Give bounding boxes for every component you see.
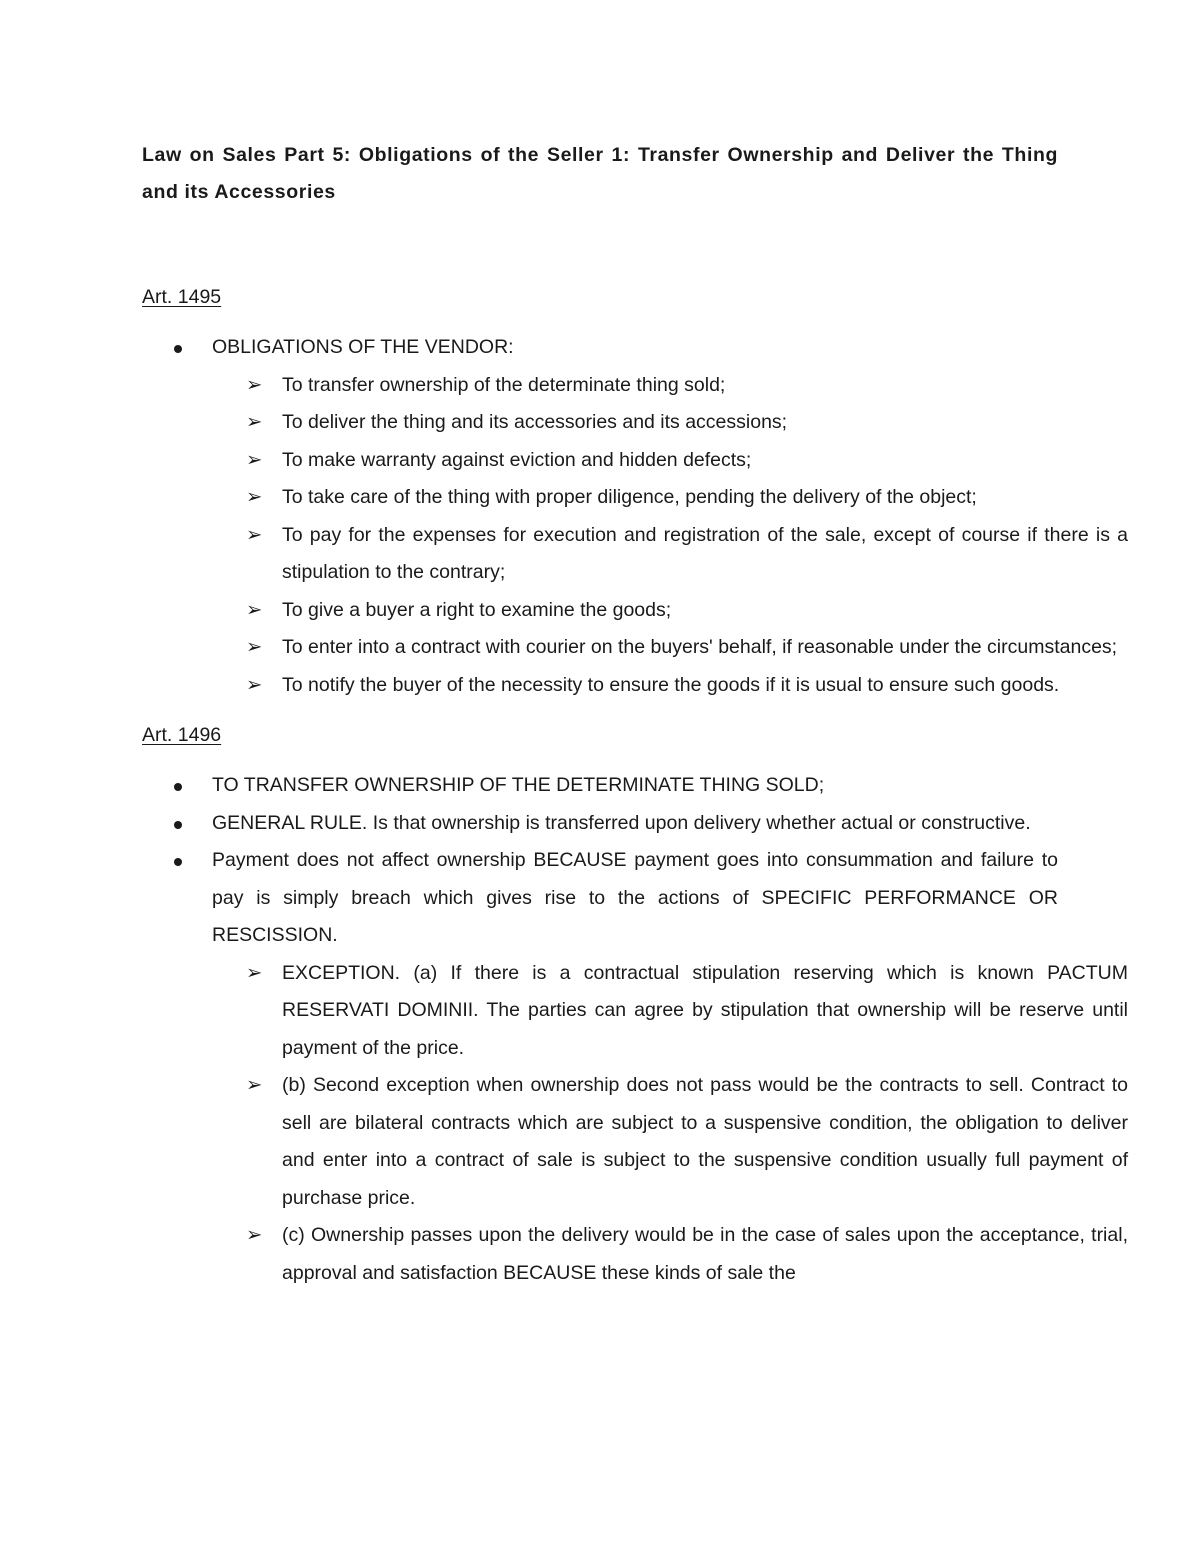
sub-item-text: (c) Ownership passes upon the delivery would be in the case of sales upon the acceptance, trial, approval and satisfaction BECAUSE these kinds of sale the (282, 1224, 1128, 1284)
arrowhead-icon: ➢ (246, 523, 263, 546)
sub-list-item (212, 1217, 1128, 1292)
sub-list-item (212, 667, 1128, 705)
list-item (142, 842, 1128, 1292)
sub-item-text: To deliver the thing and its accessories and its accessions; (282, 411, 788, 433)
arrowhead-icon: ➢ (246, 1224, 263, 1246)
bullet-list-1496 (142, 767, 1128, 1292)
bullet-text: Payment does not affect ownership BECAUSE payment goes into consummation and failure to pay is simply breach which gives rise to the actions of SPECIFIC PERFORMANCE OR RESCISSION. (212, 849, 1058, 946)
sub-item-text: To transfer ownership of the determinate thing sold; (282, 373, 726, 396)
list-item (142, 805, 1058, 843)
arrowhead-icon: ➢ (246, 486, 263, 508)
arrow-list (142, 367, 1128, 705)
bullet-text: GENERAL RULE. Is that ownership is transferred upon delivery whether actual or constructive. (212, 811, 1031, 834)
arrowhead-icon: ➢ (246, 411, 263, 433)
document-title: Law on Sales Part 5: Obligations of the Seller 1: Transfer Ownership and Deliver the Thing and its Accessories (142, 144, 1058, 203)
sub-list-item (212, 629, 1128, 667)
document-page (142, 137, 1128, 1292)
arrowhead-icon: ➢ (246, 598, 263, 621)
bullet-dot-icon (174, 345, 182, 353)
sub-item-text: To make warranty against eviction and hidden defects; (282, 448, 752, 471)
article-heading-1496: Art. 1496 (142, 724, 222, 746)
arrowhead-icon: ➢ (246, 636, 263, 658)
arrowhead-icon: ➢ (246, 673, 263, 696)
sub-item-text: (b) Second exception when ownership does not pass would be the contracts to sell. Contract to sell are bilateral contracts which are subject to a suspensive condition, the obligation to deliver and enter into a contract of sale is subject to the suspensive condition usually full payment of purchase price. (282, 1074, 1128, 1209)
arrowhead-icon: ➢ (246, 961, 263, 984)
sub-list-item (212, 1067, 1128, 1217)
sub-list-item (212, 442, 1128, 480)
bullet-text: TO TRANSFER OWNERSHIP OF THE DETERMINATE THING SOLD; (212, 774, 825, 796)
sub-item-text: To take care of the thing with proper diligence, pending the delivery of the object; (282, 486, 977, 508)
sub-list-item (212, 479, 1128, 517)
bullet-list-1495 (142, 329, 1128, 704)
arrowhead-icon: ➢ (246, 1074, 263, 1096)
sub-item-text: To pay for the expenses for execution and registration of the sale, except of course if there is a stipulation to the contrary; (282, 523, 1128, 583)
article-heading-1495: Art. 1495 (142, 286, 222, 308)
sub-list-item (212, 404, 1128, 442)
sub-list-item (212, 367, 1128, 405)
bullet-dot-icon (174, 783, 182, 791)
sub-list-item (212, 517, 1128, 592)
sub-list-item (212, 955, 1128, 1068)
arrowhead-icon: ➢ (246, 373, 263, 396)
bullet-dot-icon (174, 821, 182, 829)
sub-item-text: EXCEPTION. (a) If there is a contractual stipulation reserving which is known PACTUM RESERVATI DOMINII. The parties can agree by stipulation that ownership will be reserve until payment of the price. (282, 961, 1128, 1059)
sub-item-text: To notify the buyer of the necessity to ensure the goods if it is usual to ensure such goods. (282, 673, 1060, 696)
sub-item-text: To give a buyer a right to examine the goods; (282, 598, 672, 621)
arrowhead-icon: ➢ (246, 448, 263, 471)
bullet-dot-icon (174, 858, 182, 866)
sub-item-text: To enter into a contract with courier on the buyers' behalf, if reasonable under the circumstances; (282, 636, 1118, 658)
arrow-list (142, 955, 1128, 1293)
sub-list-item (212, 592, 1128, 630)
list-item (142, 329, 1128, 704)
bullet-text: OBLIGATIONS OF THE VENDOR: (212, 336, 514, 358)
list-item (142, 767, 1058, 805)
